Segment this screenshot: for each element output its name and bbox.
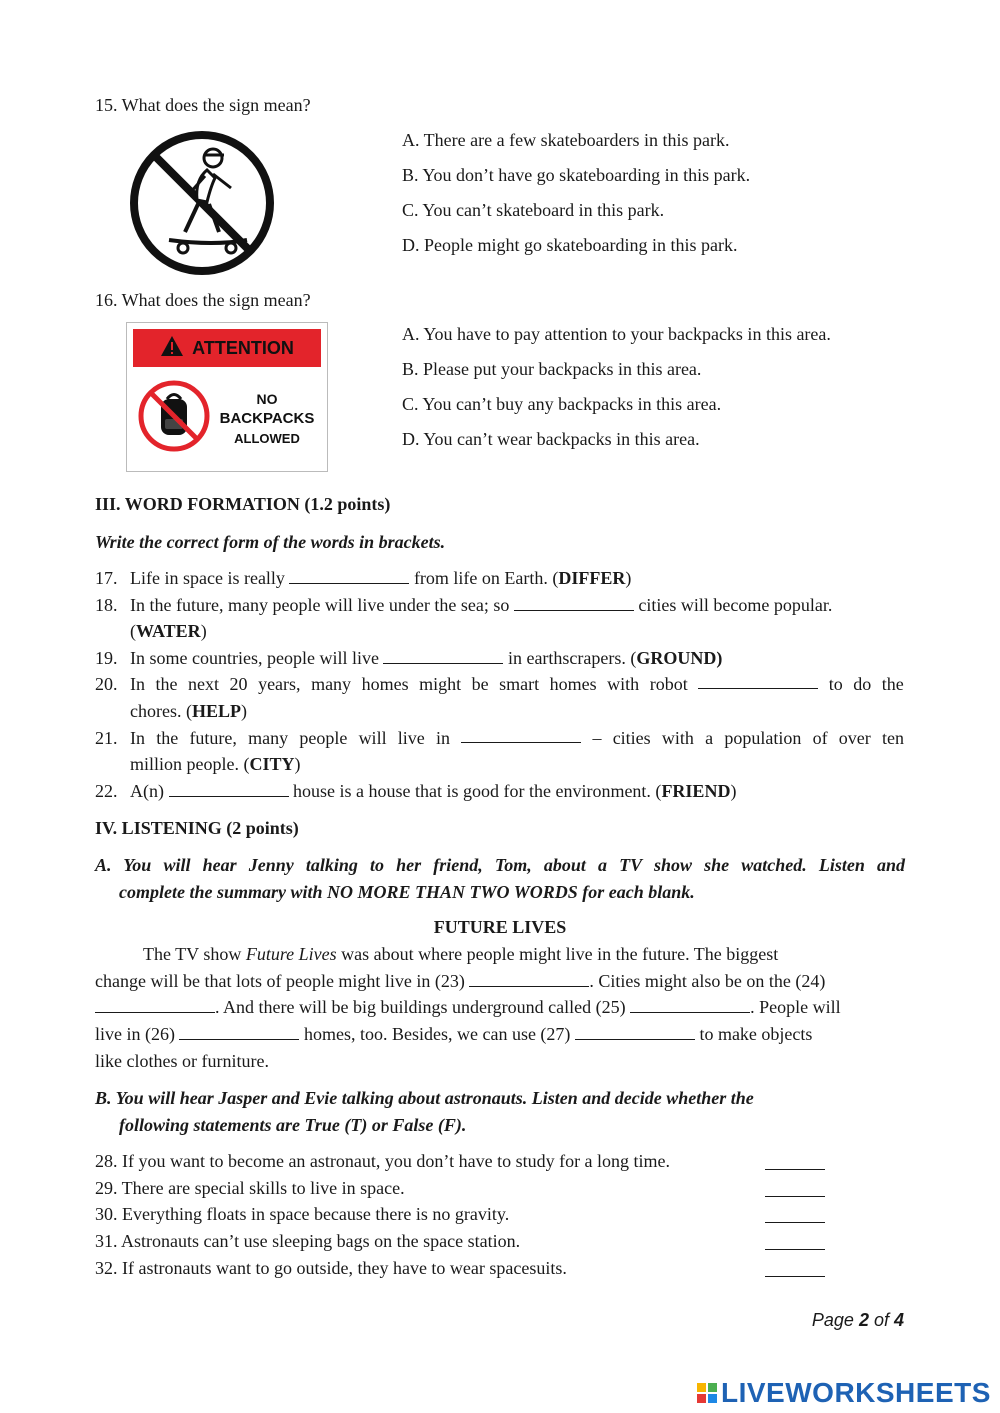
q15-option-c[interactable]: C. You can’t skateboard in this park. — [402, 200, 665, 220]
sign-line-3: ALLOWED — [234, 431, 300, 446]
answer-blank-24[interactable] — [95, 998, 215, 1013]
item-21: In the future, many people will live in – cities with a population of over ten — [130, 728, 904, 748]
sign-line-1: NO — [256, 391, 278, 407]
answer-blank-30[interactable] — [765, 1208, 825, 1223]
statement-31: 31. Astronauts can’t use sleeping bags on the space station. — [95, 1231, 521, 1251]
summary-line-5: like clothes or furniture. — [95, 1051, 269, 1071]
answer-blank-17[interactable] — [289, 569, 409, 584]
q15-option-d[interactable]: D. People might go skateboarding in this park. — [402, 235, 738, 255]
answer-blank-25[interactable] — [630, 998, 750, 1013]
section-3-title: III. WORD FORMATION (1.2 points) — [95, 494, 391, 514]
q16-option-d[interactable]: D. You can’t wear backpacks in this area. — [402, 429, 700, 449]
answer-blank-21[interactable] — [461, 728, 581, 743]
question-15: 15. What does the sign mean? — [95, 95, 311, 115]
logo-text: LIVEWORKSHEETS — [721, 1377, 991, 1408]
answer-blank-27[interactable] — [575, 1025, 695, 1040]
sign-line-2: BACKPACKS — [219, 410, 315, 427]
answer-blank-23[interactable] — [469, 972, 589, 987]
statement-29: 29. There are special skills to live in space. — [95, 1178, 405, 1198]
item-18: 18. In the future, many people will live under the sea; so cities will become popular. — [95, 595, 833, 615]
item-18-line2: (WATER) — [130, 621, 207, 641]
answer-blank-31[interactable] — [765, 1235, 825, 1250]
item-20: In the next 20 years, many homes might be smart homes with robot to do the — [130, 674, 904, 694]
item-21-number: 21. — [95, 728, 118, 748]
q15-option-b[interactable]: B. You don’t have go skateboarding in this park. — [402, 165, 751, 185]
q16-option-b[interactable]: B. Please put your backpacks in this area. — [402, 359, 702, 379]
answer-blank-19[interactable] — [383, 649, 503, 664]
warning-icon — [160, 335, 184, 362]
item-20-number: 20. — [95, 674, 118, 694]
no-skateboarding-sign — [127, 128, 277, 278]
statement-28: 28. If you want to become an astronaut, you don’t have to study for a long time. — [95, 1151, 671, 1171]
liveworksheets-logo[interactable] — [697, 1378, 991, 1408]
summary-line-3: . And there will be big buildings underground called (25) . People will — [95, 997, 841, 1018]
sign-header: ATTENTION — [192, 337, 294, 358]
q16-option-c[interactable]: C. You can’t buy any backpacks in this area. — [402, 394, 722, 414]
statement-32: 32. If astronauts want to go outside, they have to wear spacesuits. — [95, 1258, 567, 1278]
answer-blank-32[interactable] — [765, 1262, 825, 1277]
item-21-line2: million people. (CITY) — [130, 754, 301, 774]
section-4-title: IV. LISTENING (2 points) — [95, 818, 299, 838]
item-22: 22. A(n) house is a house that is good for the environment. (FRIEND) — [95, 781, 737, 801]
no-backpack-icon — [137, 379, 211, 458]
summary-line-2: change will be that lots of people might live in (23) . Cities might also be on the (24) — [95, 971, 826, 991]
part-a-instruction-1: A. You will hear Jenny talking to her friend, Tom, about a TV show she watched. Listen and — [95, 855, 905, 875]
answer-blank-18[interactable] — [514, 596, 634, 611]
answer-blank-26[interactable] — [179, 1025, 299, 1040]
item-19: 19. In some countries, people will live in earthscrapers. (GROUND) — [95, 648, 723, 668]
part-a-instruction-2: complete the summary with NO MORE THAN TWO WORDS for each blank. — [119, 882, 695, 902]
question-16: 16. What does the sign mean? — [95, 290, 311, 310]
part-b-instruction-2: following statements are True (T) or False (F). — [119, 1115, 467, 1135]
answer-blank-29[interactable] — [765, 1182, 825, 1197]
lws-blocks-icon — [697, 1383, 717, 1403]
summary-line-4: live in (26) homes, too. Besides, we can use (27) to make objects — [95, 1024, 813, 1044]
summary-line-1: The TV show Future Lives was about where people might live in the future. The biggest — [143, 944, 779, 964]
q16-option-a[interactable]: A. You have to pay attention to your backpacks in this area. — [402, 324, 831, 344]
q15-option-a[interactable]: A. There are a few skateboarders in this park. — [402, 130, 730, 150]
part-b-instruction-1: B. You will hear Jasper and Evie talking about astronauts. Listen and decide whether the — [95, 1088, 754, 1108]
answer-blank-22[interactable] — [169, 782, 289, 797]
item-17: 17. Life in space is really from life on Earth. (DIFFER) — [95, 568, 632, 588]
item-20-line2: chores. (HELP) — [130, 701, 247, 721]
summary-heading: FUTURE LIVES — [433, 917, 567, 937]
answer-blank-28[interactable] — [765, 1155, 825, 1170]
section-3-instruction: Write the correct form of the words in brackets. — [95, 532, 446, 552]
no-backpacks-sign — [126, 322, 328, 472]
answer-blank-20[interactable] — [698, 674, 818, 689]
statement-30: 30. Everything floats in space because there is no gravity. — [95, 1204, 510, 1224]
page-number: Page 2 of 4 — [811, 1310, 904, 1330]
